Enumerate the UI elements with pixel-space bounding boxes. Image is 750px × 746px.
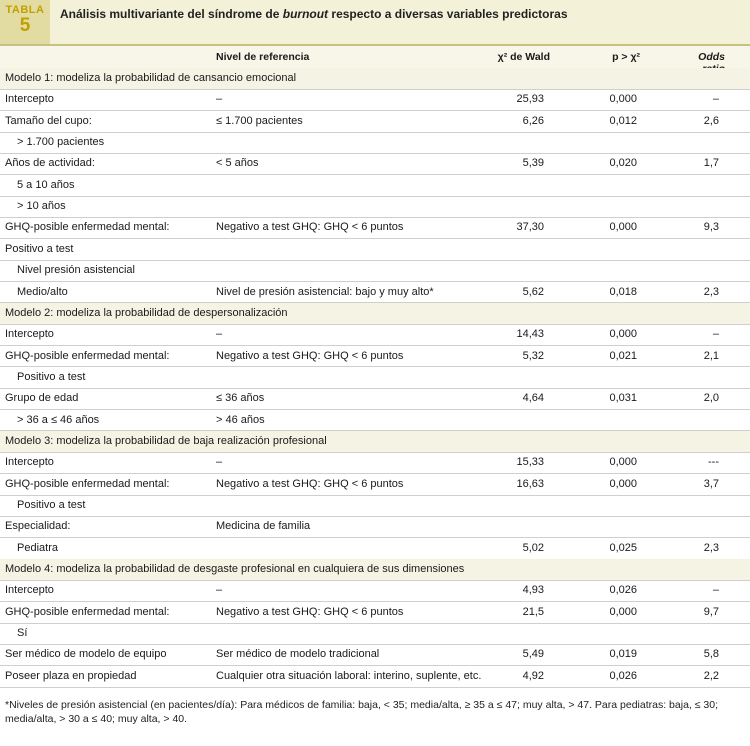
title-part1: Análisis multivariante del síndrome de bbox=[60, 7, 283, 21]
cell-c1: Positivo a test bbox=[5, 242, 74, 255]
cell-c2: Ser médico de modelo tradicional bbox=[216, 648, 380, 661]
table-row bbox=[0, 410, 750, 431]
cell-c3: 5,02 bbox=[522, 541, 544, 554]
cell-c1: Intercepto bbox=[5, 328, 54, 341]
cell-c3: 5,32 bbox=[522, 349, 544, 362]
cell-c1: Modelo 3: modeliza la probabilidad de baja realización profesional bbox=[5, 434, 327, 447]
table-row bbox=[0, 666, 750, 687]
model-header-row bbox=[0, 303, 750, 324]
cell-c5: – bbox=[712, 584, 719, 597]
cell-c2: ≤ 1.700 pacientes bbox=[216, 114, 303, 127]
cell-c4: 0,000 bbox=[609, 221, 637, 234]
table-row bbox=[0, 132, 750, 153]
cell-c3: 4,93 bbox=[522, 584, 544, 597]
cell-c2: Cualquier otra situación laboral: interino, suplente, etc. bbox=[216, 669, 482, 682]
cell-c1: Ser médico de modelo de equipo bbox=[5, 648, 167, 661]
cell-c5: 9,3 bbox=[703, 221, 719, 234]
cell-c1: Nivel presión asistencial bbox=[17, 264, 135, 277]
cell-c1: Positivo a test bbox=[17, 499, 86, 511]
model-header-row bbox=[0, 431, 750, 452]
table-badge bbox=[0, 0, 50, 44]
cell-c4: 0,020 bbox=[609, 157, 637, 170]
cell-c3: 37,30 bbox=[516, 221, 544, 234]
cell-c5: --- bbox=[708, 456, 719, 469]
cell-c1: Intercepto bbox=[5, 456, 54, 469]
col-header-odds: Odds bbox=[698, 51, 725, 63]
table-row bbox=[0, 367, 750, 388]
cell-c5: 9,7 bbox=[703, 605, 719, 618]
cell-c1: Poseer plaza en propiedad bbox=[5, 669, 137, 682]
table-row bbox=[0, 346, 750, 367]
table-row bbox=[0, 260, 750, 281]
cell-c2: Negativo a test GHQ: GHQ < 6 puntos bbox=[216, 605, 404, 618]
cell-c3: 5,39 bbox=[522, 157, 544, 170]
cell-c3: 14,43 bbox=[516, 328, 544, 341]
cell-c2: – bbox=[216, 456, 223, 469]
cell-c2: – bbox=[216, 93, 223, 106]
table-row bbox=[0, 89, 750, 110]
cell-c1: Intercepto bbox=[5, 93, 54, 106]
cell-c5: 5,8 bbox=[703, 648, 719, 661]
table-title bbox=[60, 7, 660, 22]
cell-c5: 2,3 bbox=[703, 285, 719, 298]
cell-c4: 0,026 bbox=[609, 584, 637, 597]
cell-c1: Medio/alto bbox=[17, 285, 68, 298]
cell-c3: 6,26 bbox=[522, 114, 544, 127]
cell-c4: 0,019 bbox=[609, 648, 637, 661]
cell-c3: 15,33 bbox=[516, 456, 544, 469]
cell-c2: – bbox=[216, 584, 223, 597]
table-row bbox=[0, 474, 750, 495]
title-part2: respecto a diversas variables predictoras bbox=[328, 7, 568, 21]
cell-c2: > 46 años bbox=[216, 413, 265, 426]
table-row bbox=[0, 580, 750, 601]
cell-c1: > 10 años bbox=[17, 200, 66, 213]
cell-c4: 0,012 bbox=[609, 114, 637, 127]
cell-c4: 0,000 bbox=[609, 456, 637, 469]
col-header-chi: χ² de Wald bbox=[497, 51, 550, 63]
cell-c2: Negativo a test GHQ: GHQ < 6 puntos bbox=[216, 477, 404, 490]
model-header-row bbox=[0, 68, 750, 89]
cell-c2: Negativo a test GHQ: GHQ < 6 puntos bbox=[216, 221, 404, 234]
cell-c1: > 1.700 pacientes bbox=[17, 136, 105, 149]
cell-c1: > 36 a ≤ 46 años bbox=[17, 413, 100, 426]
table-row bbox=[0, 452, 750, 473]
cell-c3: 4,64 bbox=[522, 392, 544, 405]
cell-c4: 0,000 bbox=[609, 477, 637, 490]
table-row bbox=[0, 111, 750, 132]
cell-c1: GHQ-posible enfermedad mental: bbox=[5, 349, 170, 362]
table-row bbox=[0, 388, 750, 409]
footnote: *Niveles de presión asistencial (en pacientes/día): Para médicos de familia: baja, < 35; media/alta, ≥ 35 a ≤ 47; muy alta, > 47. Para pediatras: baja, ≤ 30; media/alta, > 30 a ≤ 40; muy alta, > 40. bbox=[5, 699, 719, 725]
table-row bbox=[0, 217, 750, 238]
column-headers bbox=[0, 46, 750, 69]
table-row bbox=[0, 644, 750, 665]
model-header-row bbox=[0, 559, 750, 580]
cell-c4: 0,021 bbox=[609, 349, 637, 362]
table-row bbox=[0, 602, 750, 623]
cell-c1: Modelo 4: modeliza la probabilidad de desgaste profesional en cualquiera de sus dimensiones bbox=[5, 563, 465, 576]
table-row bbox=[0, 153, 750, 174]
cell-c1: Intercepto bbox=[5, 584, 54, 597]
cell-c5: 2,3 bbox=[703, 541, 719, 554]
col-header-p: p > χ² bbox=[612, 51, 640, 63]
cell-c2: – bbox=[216, 328, 223, 341]
table-row bbox=[0, 623, 750, 644]
table-row bbox=[0, 538, 750, 559]
cell-c2: Negativo a test GHQ: GHQ < 6 puntos bbox=[216, 349, 404, 362]
cell-c3: 21,5 bbox=[522, 605, 544, 618]
cell-c2: ≤ 36 años bbox=[216, 392, 265, 405]
cell-c2: Medicina de familia bbox=[216, 520, 311, 533]
cell-c5: 2,1 bbox=[703, 349, 719, 362]
cell-c1: Tamaño del cupo: bbox=[5, 114, 92, 127]
cell-c4: 0,000 bbox=[609, 93, 637, 106]
cell-c5: 3,7 bbox=[703, 477, 719, 490]
cell-c4: 0,018 bbox=[609, 285, 637, 298]
cell-c4: 0,031 bbox=[609, 392, 637, 405]
table-row bbox=[0, 196, 750, 217]
cell-c5: 1,7 bbox=[703, 157, 719, 170]
table-row bbox=[0, 239, 750, 260]
cell-c5: 2,6 bbox=[703, 114, 719, 127]
table-label: TABLA bbox=[5, 4, 45, 16]
cell-c5: 2,2 bbox=[703, 669, 719, 682]
cell-c4: 0,025 bbox=[609, 541, 637, 554]
cell-c1: GHQ-posible enfermedad mental: bbox=[5, 477, 170, 490]
col-header-reference: Nivel de referencia bbox=[216, 51, 310, 63]
cell-c3: 4,92 bbox=[522, 669, 544, 682]
cell-c1: GHQ-posible enfermedad mental: bbox=[5, 221, 170, 234]
cell-c3: 5,49 bbox=[522, 648, 544, 661]
table-number: 5 bbox=[19, 15, 31, 36]
cell-c1: GHQ-posible enfermedad mental: bbox=[5, 605, 170, 618]
cell-c2: Nivel de presión asistencial: bajo y muy alto* bbox=[216, 285, 434, 298]
cell-c1: Sí bbox=[17, 627, 28, 640]
cell-c3: 5,62 bbox=[522, 285, 544, 298]
cell-c2: < 5 años bbox=[216, 157, 259, 170]
table-row bbox=[0, 282, 750, 303]
cell-c4: 0,000 bbox=[609, 328, 637, 341]
cell-c1: Modelo 1: modeliza la probabilidad de cansancio emocional bbox=[5, 72, 297, 84]
cell-c1: Positivo a test bbox=[17, 370, 86, 383]
row-divider bbox=[0, 687, 750, 688]
cell-c3: 25,93 bbox=[516, 93, 544, 106]
cell-c1: 5 a 10 años bbox=[17, 178, 75, 191]
cell-c4: 0,026 bbox=[609, 669, 637, 682]
title-emphasis: burnout bbox=[282, 7, 329, 21]
table-row bbox=[0, 495, 750, 516]
cell-c3: 16,63 bbox=[516, 477, 544, 490]
cell-c5: – bbox=[712, 93, 719, 106]
table-row bbox=[0, 324, 750, 345]
table-header bbox=[0, 0, 750, 46]
cell-c5: 2,0 bbox=[703, 392, 719, 405]
cell-c4: 0,000 bbox=[609, 605, 637, 618]
cell-c1: Modelo 2: modeliza la probabilidad de despersonalización bbox=[5, 306, 288, 319]
table-row bbox=[0, 516, 750, 537]
cell-c1: Pediatra bbox=[17, 541, 58, 554]
cell-c1: Grupo de edad bbox=[5, 392, 79, 405]
cell-c1: Especialidad: bbox=[5, 520, 71, 533]
cell-c5: – bbox=[712, 328, 719, 341]
table-row bbox=[0, 175, 750, 196]
cell-c1: Años de actividad: bbox=[5, 157, 95, 170]
